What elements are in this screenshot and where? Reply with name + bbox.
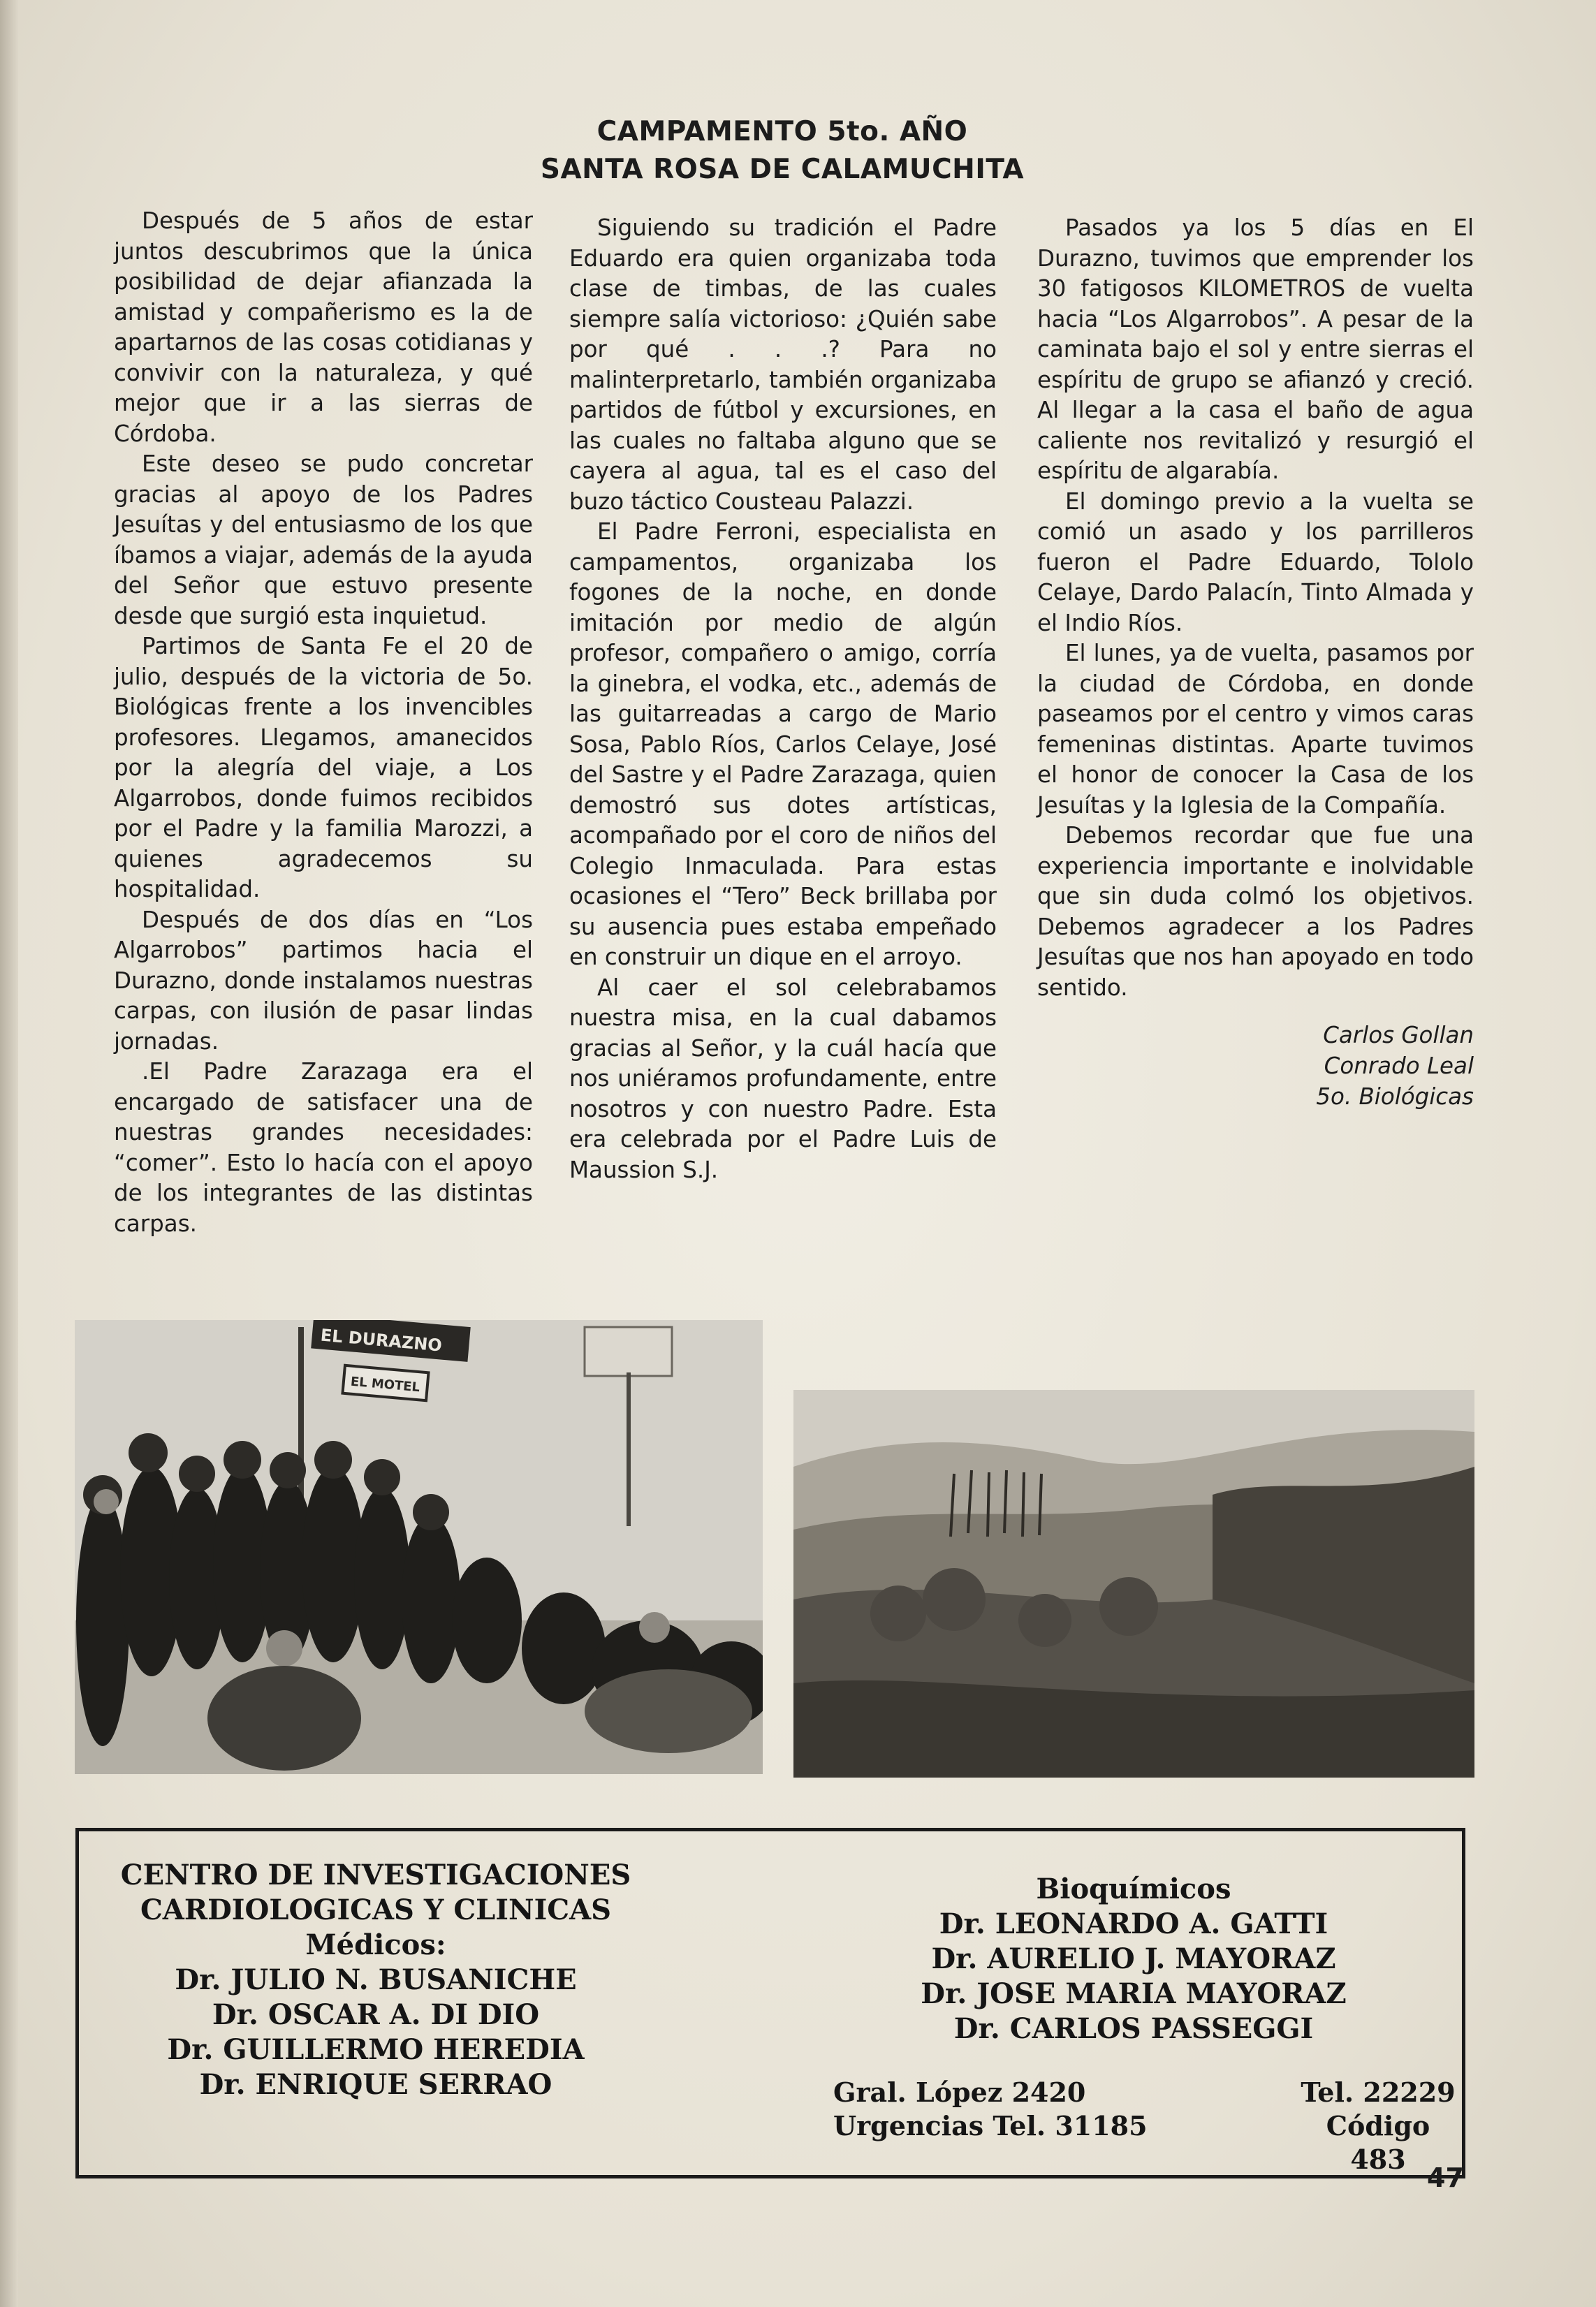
ad-bioquimico: Dr. LEONARDO A. GATTI	[939, 1907, 1328, 1940]
ad-bioquimico: Dr. JOSE MARIA MAYORAZ	[921, 1977, 1347, 2010]
ad-address: Gral. López 2420	[833, 2077, 1086, 2108]
ad-bioquimicos	[910, 1872, 1357, 2046]
article-title	[489, 113, 1076, 189]
ad-phone: Tel. 22229	[1301, 2077, 1456, 2108]
ad-phone-block	[1294, 2076, 1462, 2176]
ad-urgencias: Urgencias Tel. 31185	[833, 2110, 1148, 2141]
advertisement-box	[75, 1828, 1465, 2178]
ad-medicos-label: Médicos:	[305, 1928, 446, 1961]
article-title-line1: CAMPAMENTO 5to. AÑO	[596, 116, 968, 147]
ad-postal-code: Código 483	[1326, 2110, 1430, 2175]
ad-medico: Dr. OSCAR A. DI DIO	[212, 1998, 540, 2031]
paragraph: Pasados ya los 5 días en El Durazno, tuvimos que emprender los 30 fatigosos KILOMETROS de vuelta hacia “Los Algarrobos”. A pesar de la caminata bajo el sol y entre sierras el espíritu de grupo se afianzó y creció. Al llegar a la casa el baño de agua caliente nos revitalizó y resurgió el espíritu de algarabía.	[1037, 214, 1474, 484]
paragraph: Después de 5 años de estar juntos descubrimos que la única posibilidad de dejar afianzada la amistad y compañerismo es la de apartarnos de las cosas cotidianas y convivir con la naturaleza, y qué mejor que ir a las sierras de Córdoba.	[114, 207, 533, 447]
binding-edge	[0, 0, 18, 2307]
landscape-photo-illustration	[793, 1390, 1474, 1778]
signature-name: Carlos Gollan	[1323, 1022, 1474, 1048]
ad-bioquimico: Dr. CARLOS PASSEGGI	[953, 2012, 1314, 2045]
paragraph: Al caer el sol celebrabamos nuestra misa, en la cual dabamos gracias al Señor, y la cuál hacía que nos uniéramos profundamente, entre nosotros y con nuestro Padre. Esta era celebrada por el Padre Luis de Maussion S.J.	[569, 974, 997, 1183]
text-column-2	[569, 213, 997, 1185]
paragraph: El Padre Ferroni, especialista en campamentos, organizaba los fogones de la noche, en donde imitación por medio de algún profesor, compañero o amigo, corría la ginebra, el vodka, etc., además de las guitarreadas a cargo de Mario Sosa, Pablo Ríos, Carlos Celaye, José del Sastre y el Padre Zarazaga, quien demostró sus dotes artísticas, acompañado por el coro de niños del Colegio Inmaculada. Para estas ocasiones el “Tero” Beck brillaba por su ausencia pues estaba empeñado en construir un dique en el arroyo.	[569, 518, 997, 970]
ad-center-info	[114, 1858, 638, 2102]
ad-bioquimico: Dr. AURELIO J. MAYORAZ	[931, 1942, 1336, 1975]
paragraph: .El Padre Zarazaga era el encargado de satisfacer una de nuestras grandes necesidades: “comer”. Esto lo hacía con el apoyo de los integrantes de las distintas carpas.	[114, 1058, 533, 1237]
signature-block	[1037, 1020, 1474, 1112]
paragraph: Siguiendo su tradición el Padre Eduardo era quien organizaba toda clase de timbas, de las cuales siempre salía victorioso: ¿Quién sabe por qué . . .? Para no malinterpretarlo, también organizaba partidos de fútbol y excursiones, en las cuales no faltaba alguno que se cayera al agua, tal es el caso del buzo táctico Cousteau Palazzi.	[569, 214, 997, 515]
group-photo-illustration	[75, 1320, 763, 1774]
page-number: 47	[1427, 2162, 1464, 2193]
paragraph: El domingo previo a la vuelta se comió un asado y los parrilleros fueron el Padre Eduardo, Tololo Celaye, Dardo Palacín, Tinto Almada y el Indio Ríos.	[1037, 488, 1474, 636]
paragraph: El lunes, ya de vuelta, pasamos por la ciudad de Córdoba, en donde paseamos por el centro y vimos caras femeninas distintas. Aparte tuvimos el honor de conocer la Casa de los Jesuítas y la Iglesia de la Compañía.	[1037, 640, 1474, 819]
text-column-3	[1037, 213, 1474, 1112]
sign-el-durazno: EL DURAZNO	[319, 1325, 443, 1356]
text-column-1	[114, 206, 533, 1239]
signature-course: 5o. Biológicas	[1316, 1083, 1474, 1110]
paragraph: Partimos de Santa Fe el 20 de julio, después de la victoria de 5o. Biológicas frente a los invencibles profesores. Llegamos, amanecidos por la alegría del viaje, a Los Algarrobos, donde fuimos recibidos por el Padre y la familia Marozzi, a quienes agradecemos su hospitalidad.	[114, 633, 533, 902]
ad-medico: Dr. ENRIQUE SERRAO	[199, 2068, 552, 2101]
ad-medico: Dr. JULIO N. BUSANICHE	[175, 1963, 577, 1996]
paragraph: Este deseo se pudo concretar gracias al apoyo de los Padres Jesuítas y del entusiasmo de los que íbamos a viajar, además de la ayuda del Señor que estuvo presente desde que surgió esta inquietud.	[114, 451, 533, 629]
paragraph: Después de dos días en “Los Algarrobos” partimos hacia el Durazno, donde instalamos nuestras carpas, con ilusión de pasar lindas jornadas.	[114, 906, 533, 1055]
paragraph: Debemos recordar que fue una experiencia importante e inolvidable que sin duda colmó los objetivos. Debemos agradecer a los Padres Jesuítas que nos han apoyado en todo sentido.	[1037, 822, 1474, 1001]
ad-center-name-line2: CARDIOLOGICAS Y CLINICAS	[140, 1894, 612, 1926]
signature-name: Conrado Leal	[1324, 1053, 1474, 1079]
ad-address-block	[833, 2076, 1148, 2143]
article-title-line2: SANTA ROSA DE CALAMUCHITA	[540, 154, 1025, 185]
ad-bioquimicos-label: Bioquímicos	[1036, 1873, 1231, 1905]
sign-el-motel: EL MOTEL	[350, 1374, 420, 1396]
landscape-photo	[793, 1390, 1474, 1778]
ad-medico: Dr. GUILLERMO HEREDIA	[167, 2033, 585, 2066]
ad-center-name-line1: CENTRO DE INVESTIGACIONES	[120, 1859, 631, 1891]
group-photo	[75, 1320, 763, 1774]
